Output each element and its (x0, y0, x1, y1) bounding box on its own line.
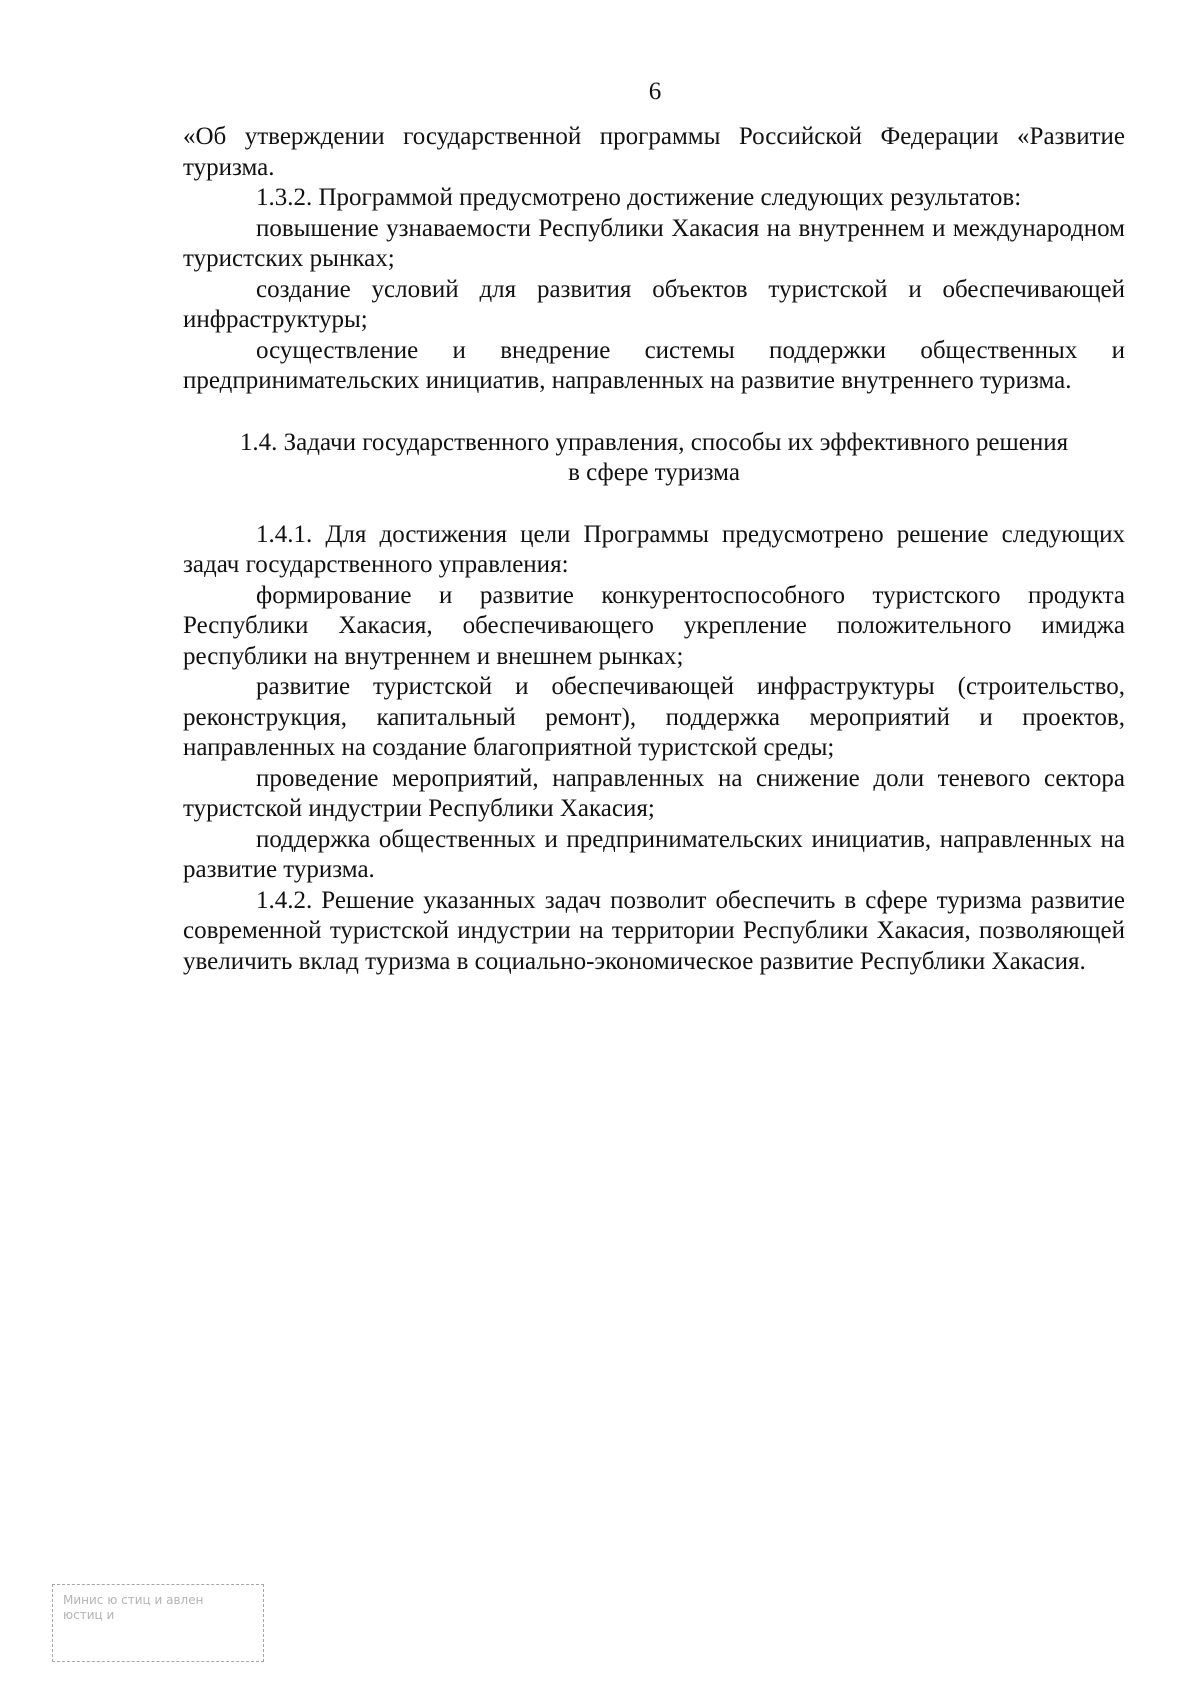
paragraph: 1.4.2. Решение указанных задач позволит обеспечить в сфере туризма развитие современной туристской индустрии на территории Республики Хакасия, позволяющей увеличить вклад туризма в социально-экономическое развитие Республики Хакасия. (183, 886, 1125, 975)
page-number: 6 (648, 78, 662, 105)
paragraph: формирование и развитие конкурентоспособного туристского продукта Республики Хакасия, обеспечивающего укрепление положительного имиджа республики на внутреннем и внешнем рынках; (183, 581, 1125, 670)
paragraph: создание условий для развития объектов туристской и обеспечивающей инфраструктуры; (183, 275, 1125, 333)
section-heading-line: 1.4. Задачи государственного управления, способы их эффективного решения (239, 428, 1069, 456)
registration-stamp (52, 1584, 264, 1662)
section-heading-line: в сфере туризма (568, 459, 740, 486)
stamp-line: юстиц и (63, 1608, 115, 1622)
paragraph: развитие туристской и обеспечивающей инфраструктуры (строительство, реконструкция, капитальный ремонт), поддержка мероприятий и проектов, направленных на создание благоприятной туристской среды; (183, 673, 1125, 761)
paragraph: поддержка общественных и предпринимательских инициатив, направленных на развитие туризма. (183, 825, 1125, 883)
paragraph: осуществление и внедрение системы поддержки общественных и предпринимательских инициатив, направленных на развитие внутреннего туризма. (183, 336, 1125, 394)
paragraph: проведение мероприятий, направленных на снижение доли теневого сектора туристской индустрии Республики Хакасия; (183, 764, 1125, 822)
document-body (183, 122, 1125, 977)
section-heading (183, 428, 1125, 489)
paragraph: 1.3.2. Программой предусмотрено достижение следующих результатов: (256, 184, 1022, 211)
paragraph: «Об утверждении государственной программы Российской Федерации «Развитие туризма. (183, 123, 1125, 181)
stamp-line: Минис ю стиц и авлен (63, 1593, 204, 1607)
paragraph: повышение узнаваемости Республики Хакасия на внутреннем и международном туристских рынках; (183, 214, 1125, 272)
paragraph: 1.4.1. Для достижения цели Программы предусмотрено решение следующих задач государственного управления: (183, 520, 1125, 578)
